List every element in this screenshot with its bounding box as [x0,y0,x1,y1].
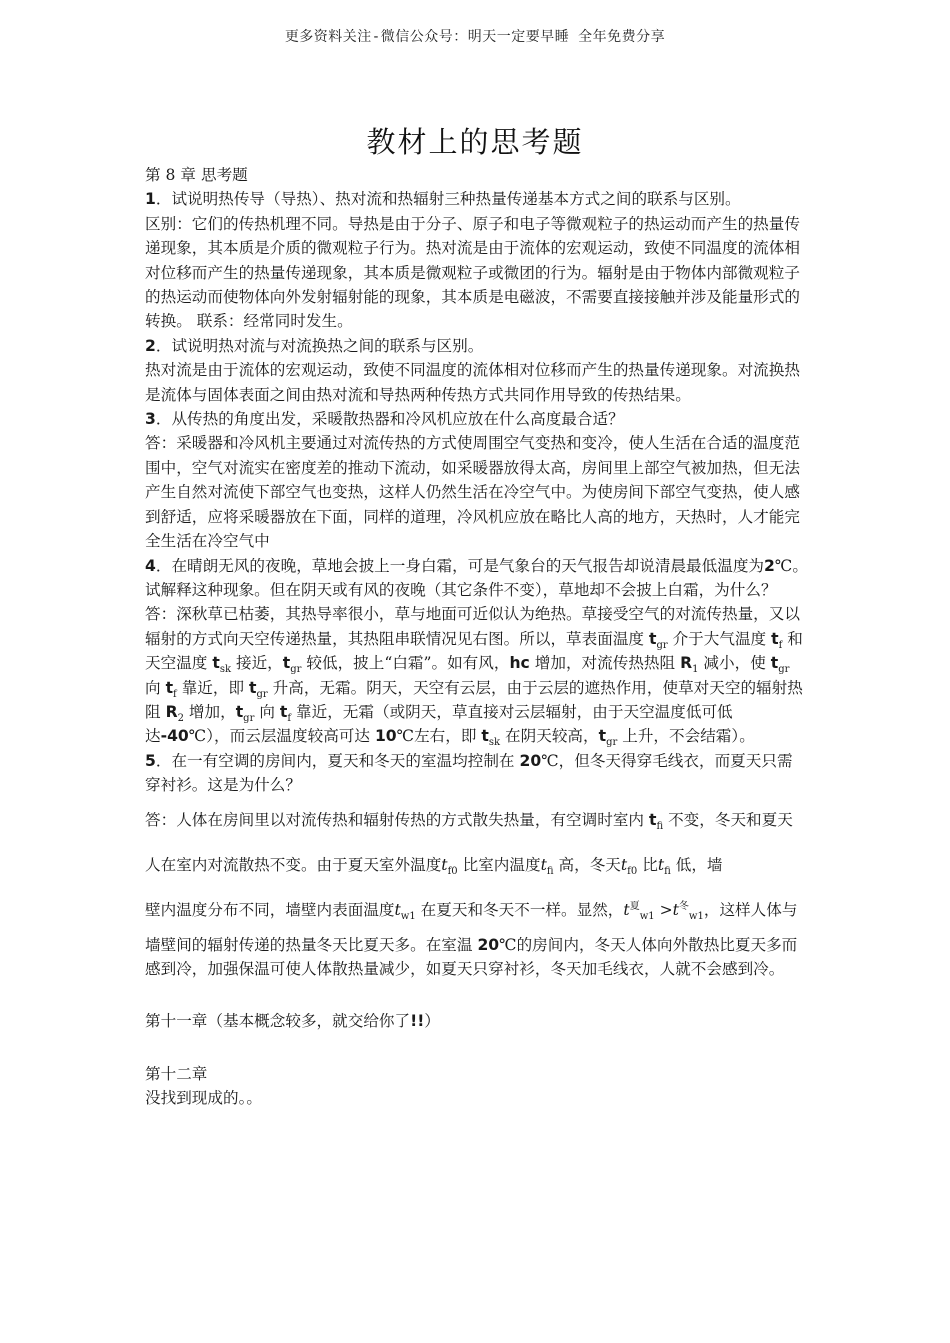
a5-part: 低，墙 [670,855,723,874]
var-t: t [598,727,607,746]
a4-part: 升高，无霜。阴天，天空有云层，由于云层的遮热作用，使草对天空的辐射热阻 [145,678,803,721]
var-t: t [648,810,657,829]
cold-temp: -40 [160,727,189,746]
var-t: t [657,855,665,874]
sub-gr: gr [243,713,255,725]
q5-text-b: ℃，但冬天得穿毛线衣，而夏天只需穿衬衫。这是为什么？ [145,751,793,795]
a4-part: 向 [145,678,166,697]
var-t: t [623,900,630,919]
var-t: t [672,900,679,919]
a4-part: 增加，对流传热热阻 [529,654,681,673]
room-temp: 20 [477,935,500,954]
answer-5-part-2 [145,888,808,933]
a5-part: 壁内温度分布不同，墙壁内表面温度 [145,900,395,919]
sub-w1: w1 [400,910,416,922]
sup-winter: 冬 [678,900,689,912]
sub-f: f [778,639,783,651]
question-3 [145,407,808,431]
sub-1: 1 [692,664,699,676]
q1-text: ．试说明热传导（导热）、热对流和热辐射三种热量传递基本方式之间的联系与区别。 [155,190,741,209]
chapter12-text: 没找到现成的。。 [145,1089,262,1108]
question-1 [145,187,808,211]
answer-1: 区别：它们的传热机理不同。导热是由于分子、原子和电子等微观粒子的热运动而产生的热量传递现象，其本质是介质的微观粒子行为。热对流是由于流体的宏观运动，致使不同温度的流体相对位移而产生的热量传递现象，其本质是微观粒子或微团的行为。辐射是由于物体内部微观粒子的热运动而使物体向外发射辐射能的现象，其本质是电磁波，不需要直接接触并涉及能量形式的转换。 联系：经常同时发生。 [145,214,800,331]
a4-part: 靠近，即 [176,678,250,697]
sub-w1: w1 [639,910,655,922]
answer-5-part-3 [145,933,808,982]
sub-sk: sk [219,664,232,676]
a5-part: 不变，冬天和夏天人在室内对流散热不变。由于夏天室外温度 [145,810,793,874]
a4-part: 介于大气温度 [667,629,772,648]
var-r: R [680,654,693,673]
a4-part: 上升，不会结霜）。 [617,727,755,746]
ch11-close: ） [424,1012,440,1031]
var-t: t [394,900,401,919]
q3-text: ．从传热的角度出发，采暖散热器和冷风机应放在什么高度最合适？ [155,410,624,429]
page-title: 教材上的思考题 [366,125,584,159]
a5-part: 在夏天和冬天不一样。显然， [415,900,624,919]
q2-number: 2 [145,336,156,355]
sub-gr: gr [290,664,302,676]
var-t: t [481,727,489,746]
a4-part: 增加， [183,702,236,721]
q4-temp: 2 [764,556,775,575]
sub-fi: fi [664,865,671,877]
spacer [145,1034,808,1062]
a4-part: ℃左右，即 [396,727,482,746]
a4-part: 较低，披上“白霜”。如有风， [301,654,510,673]
sub-2: 2 [177,713,184,725]
q4-text-a: ．在晴朗无风的夜晚，草地会披上一身白霜，可是气象台的天气报告却说清晨最低温度为 [155,556,765,575]
answer-4 [145,602,808,748]
question-5 [145,749,808,798]
a4-part: 在阴天较高， [500,727,599,746]
a5-part: ℃的房间内，冬天人体向外散热比夏天多而感到冷，加强保温可使人体散热量减少，如夏天只穿衬衫，冬天加毛线衣，人就不会感到冷。 [145,935,798,978]
var-t: t [770,654,779,673]
question-4 [145,554,808,603]
chapter8-heading: 第 8 章 思考题 [145,166,248,184]
sub-sk: sk [488,737,501,749]
var-t: t [279,702,288,721]
q5-number: 5 [145,751,156,770]
a5-part: ，这样人体与 [703,900,798,919]
chapter12-heading: 第十二章 [145,1064,208,1083]
gt-sign: > [654,900,673,919]
q5-temp: 20 [519,751,542,770]
var-hc: hc [509,654,530,673]
sub-gr: gr [778,664,790,676]
q5-text-a: ．在一有空调的房间内，夏天和冬天的室温均控制在 [155,751,520,770]
var-t: t [441,855,448,874]
var-t: t [165,678,174,697]
sub-f: f [287,713,292,725]
warm-temp: 10 [374,727,397,746]
q1-number: 1 [145,190,156,209]
q4-text-b: ℃。试解释这种现象。但在阴天或有风的夜晚（其它条件不变），草地却不会披上白霜，为什么？ [145,556,808,599]
a5-part: 答：人体在房间里以对流传热和辐射传热的方式散失热量，有空调时室内 [145,810,649,829]
sub-fi: fi [656,820,664,832]
var-t: t [540,855,547,874]
sub-fi: fi [546,865,554,877]
var-t: t [212,654,220,673]
a4-part: 和天空温度 [145,629,803,673]
document-body [145,163,808,1111]
sup-summer: 夏 [629,900,640,912]
var-t: t [771,629,779,648]
var-t: t [620,855,628,874]
var-t: t [282,654,291,673]
sub-gr: gr [656,639,668,651]
a5-part: 墙壁间的辐射传递的热量冬天比夏天多。在室温 [145,935,478,954]
var-r: R [165,702,178,721]
spacer [145,981,808,1009]
answer-5-part-1 [145,798,808,888]
a4-part: 向 [254,702,280,721]
a5-part: 比室内温度 [457,855,541,874]
a5-part: 高，冬天 [553,855,621,874]
header-banner: 更多资料关注-微信公众号：明天一定要早睡 全年免费分享 [284,29,666,45]
sub-f0: f0 [447,865,458,877]
question-2 [145,334,808,358]
a4-part: 靠近，无霜（或阴天，草直接对云层辐射，由于天空温度低可低达 [145,702,733,746]
sub-gr: gr [606,737,618,749]
a4-part: 答：深秋草已枯萎，其热导率很小，草与地面可近似认为绝热。草接受空气的对流传热量，又以辐射的方式向天空传递热量，其热阻串联情况见右图。所以，草表面温度 [145,605,800,648]
chapter11-heading [145,1009,808,1033]
ch11-bang: !! [410,1012,425,1031]
q3-number: 3 [145,410,156,429]
sub-f0: f0 [627,865,638,877]
answer-2: 热对流是由于流体的宏观运动，致使不同温度的流体相对位移而产生的热量传递现象。对流换热是流体与固体表面之间由热对流和导热两种传热方式共同作用导致的传热结果。 [145,361,800,404]
a4-part: ℃），而云层温度较高可达 [188,727,375,746]
answer-3: 答：采暖器和冷风机主要通过对流传热的方式使周围空气变热和变冷，使人生活在合适的温度范围中，空气对流实在密度差的推动下流动，如采暖器放得太高，房间里上部空气被加热，但无法产生自然对流使下部空气也变热，这样人仍然生活在冷空气中。为使房间下部空气变热，使人感到舒适，应将采暖器放在下面，同样的道理，冷风机应放在略比人高的地方，天热时，人才能完全生活在冷空气中 [145,434,800,551]
var-t: t [249,678,257,697]
a4-part: 接近， [231,654,283,673]
sub-f: f [173,688,177,700]
q4-number: 4 [145,556,156,575]
ch11-text: 第十一章（基本概念较多，就交给你了 [145,1012,411,1031]
sub-gr: gr [256,688,268,700]
a4-part: 减小，使 [698,654,771,673]
sub-w1: w1 [688,910,704,922]
a5-part: 比 [637,855,658,874]
var-t: t [648,629,657,648]
var-t: t [235,702,244,721]
q2-text: ．试说明热对流与对流换热之间的联系与区别。 [155,336,484,355]
